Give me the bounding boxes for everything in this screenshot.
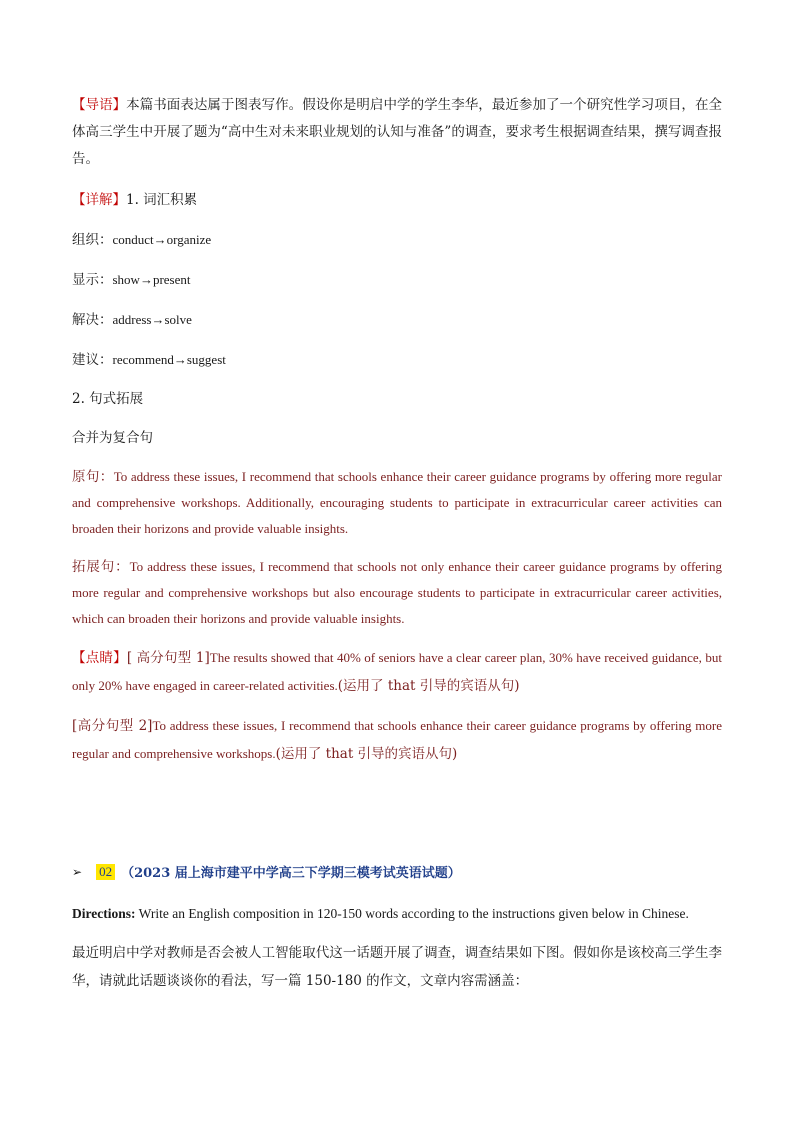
extended-sentence xyxy=(72,554,722,632)
detail-subheading: 合并为复合句 xyxy=(72,430,153,446)
highlight-tag-2: [高分句型 2] xyxy=(72,718,153,734)
highlight-sentence-1 xyxy=(72,644,722,700)
vocab-item: 显示：show→present xyxy=(72,272,191,288)
original-text: To address these issues, I recommend that schools enhance their career guidance programs by offering more regular and comprehensive workshops. Additionally, encouraging students to participate in extracurricular career activities can broaden their horizons and provide valuable insights. xyxy=(72,469,723,536)
extended-label: 拓展句： xyxy=(72,559,130,575)
extended-text: To address these issues, I recommend that schools not only enhance their career guidance programs by offering more regular and comprehensive workshops but also encourage students to participate in extracurricular career activities, which can broaden their horizons and provide valuable insights. xyxy=(72,559,723,626)
original-sentence xyxy=(72,464,722,542)
question-header xyxy=(72,862,722,881)
arrow-bullet-icon: ➢ xyxy=(72,864,83,879)
directions xyxy=(72,900,722,927)
highlight-note-1: (运用了 that 引导的宾语从句) xyxy=(337,678,520,694)
directions-label: Directions: xyxy=(72,906,136,921)
detail-heading xyxy=(72,187,722,214)
highlight-sentence-2 xyxy=(72,712,722,768)
guide-text: 本篇书面表达属于图表写作。假设你是明启中学的学生李华，最近参加了一个研究性学习项目，在全体高三学生中开展了题为“高中生对未来职业规划的认知与准备”的调查，要求考生根据调查结果，撰写调查报告。 xyxy=(72,97,723,167)
question-body xyxy=(72,900,722,995)
highlight-label: 【点睛】 xyxy=(72,650,127,666)
highlight-tag-1: [ 高分句型 1] xyxy=(126,650,210,666)
original-label: 原句： xyxy=(72,469,114,485)
vocab-item: 建议：recommend→suggest xyxy=(72,352,226,368)
highlight-text-1: The results showed that 40% of seniors have a clear career plan, 30% have received guidance, but only 20% have engaged in career-related activities. xyxy=(72,650,722,693)
directions-text: Write an English composition in 120-150 words according to the instructions given below in Chinese. xyxy=(135,906,689,921)
detail-section-2: 2. 句式拓展 xyxy=(72,391,144,407)
highlight-text-2: To address these issues, I recommend that schools enhance their career guidance programs by offering more regular and comprehensive workshops. xyxy=(72,718,723,761)
detail-section-1: 1. 词汇积累 xyxy=(126,192,198,208)
detail-label: 【详解】 xyxy=(72,192,126,208)
answer-explanation xyxy=(72,92,722,768)
highlight-note-2: (运用了 that 引导的宾语从句) xyxy=(275,746,458,762)
vocab-item: 解决：address→solve xyxy=(72,312,192,328)
question-prompt: 最近明启中学对教师是否会被人工智能取代这一话题开展了调查，调查结果如下图。假如你是该校高三学生李华，请就此话题谈谈你的看法，写一篇 150-180 的作文，文章内容需涵盖： xyxy=(72,945,722,989)
guide-label: 【导语】 xyxy=(72,97,127,113)
guide-paragraph xyxy=(72,92,722,173)
question-source: （2023 届上海市建平中学高三下学期三模考试英语试题） xyxy=(121,866,461,881)
vocab-item: 组织：conduct→organize xyxy=(72,232,212,248)
question-number: 02 xyxy=(96,864,115,880)
